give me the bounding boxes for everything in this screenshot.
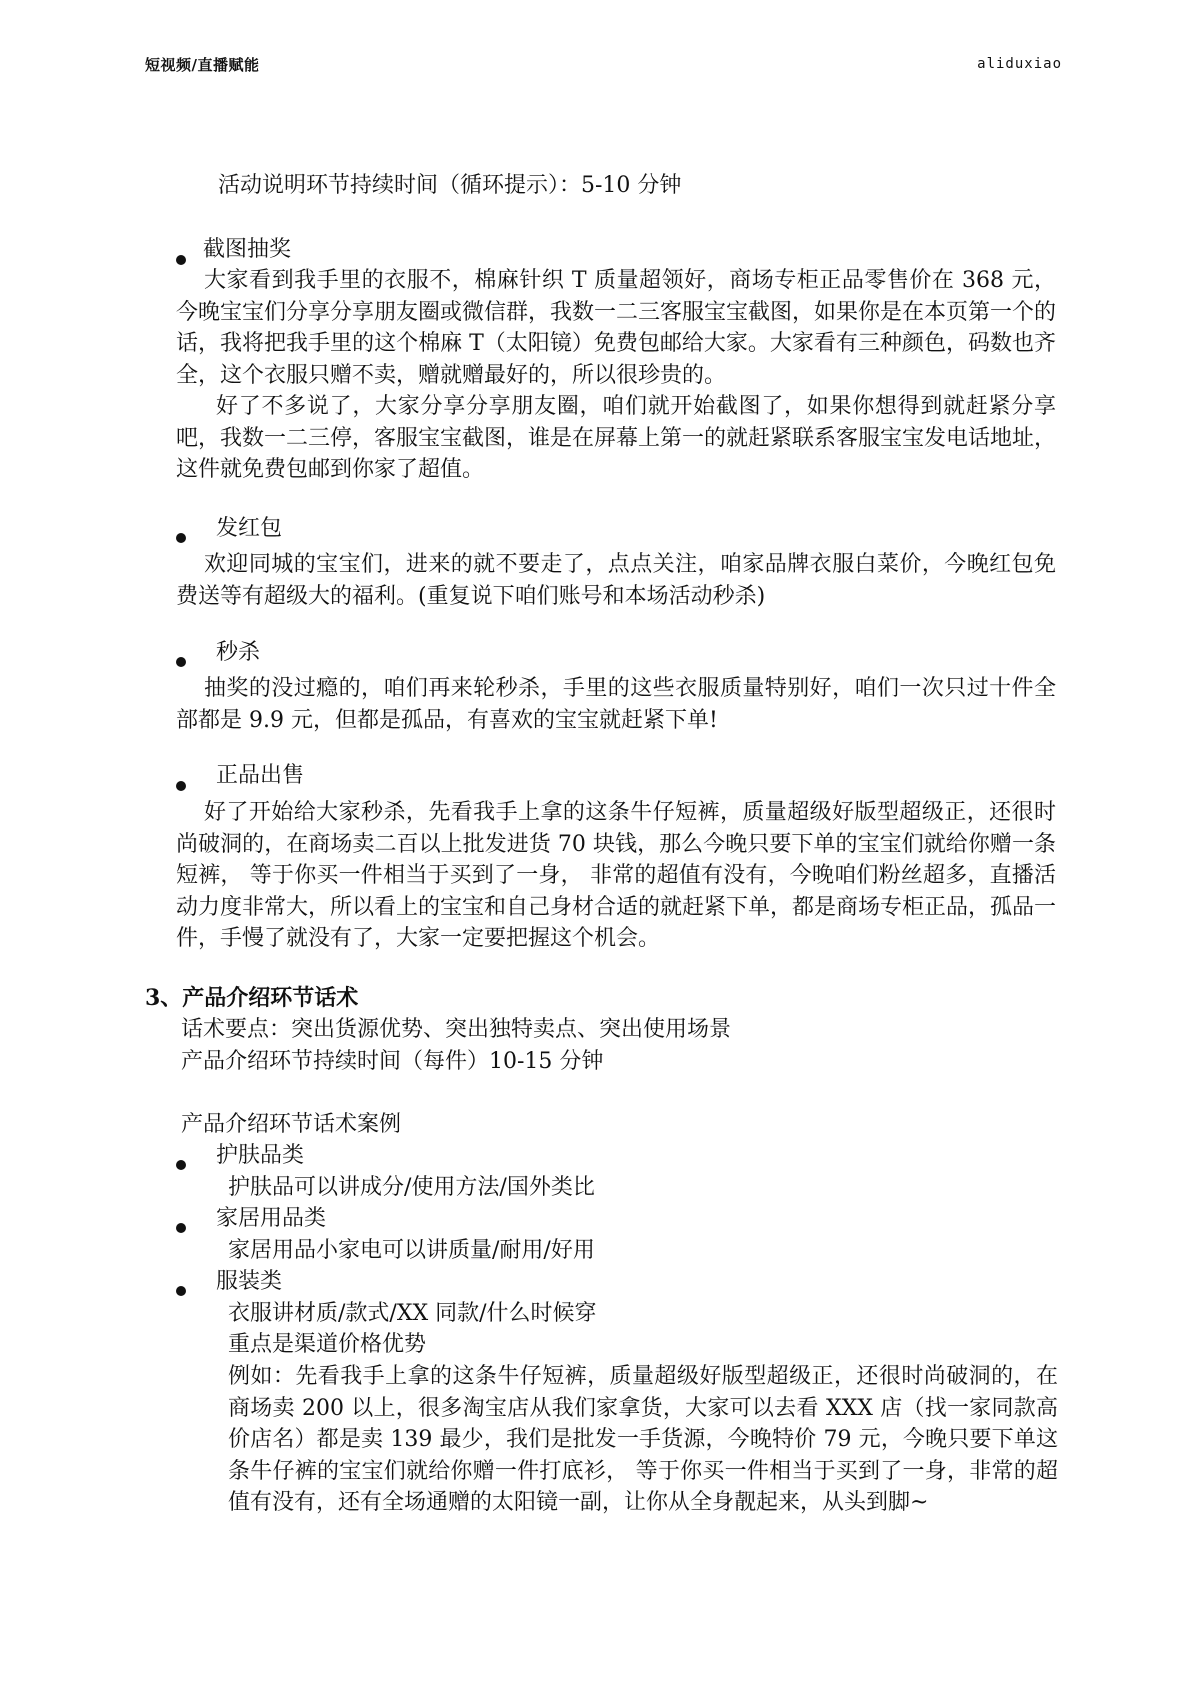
category-home-desc: 家居用品小家电可以讲质量/耐用/好用 — [228, 1238, 595, 1263]
section-title-genuine: 正品出售 — [216, 763, 305, 788]
paragraph-red-packet: 欢迎同城的宝宝们，进来的就不要走了，点点关注，咱家品牌衣服白菜价，今晚红包免费送等有超级大的福利。(重复说下咱们账号和本场活动秒杀) — [176, 552, 1056, 609]
category-clothing-title: 服装类 — [216, 1269, 283, 1294]
category-skincare-desc: 护肤品可以讲成分/使用方法/国外类比 — [228, 1175, 595, 1200]
header-left-title: 短视频/直播赋能 — [145, 56, 260, 74]
section-title-flash-sale: 秒杀 — [216, 640, 261, 665]
category-home-title: 家居用品类 — [216, 1206, 327, 1231]
paragraph-genuine: 好了开始给大家秒杀，先看我手上拿的这条牛仔短裤，质量超级好版型超级正，还很时尚破洞的，在商场卖二百以上批发进货 70 块钱，那么今晚只要下单的宝宝们就给你赠一条短裤， 等于你买一件相当于买到了一身， 非常的超值有没有，今晚咱们粉丝超多，直播活动力度非常大，所以看上的宝宝和自己身材合适的就赶紧下单，都是商场专柜正品，孤品一件，手慢了就没有了，大家一定要把握这个机会。 — [176, 800, 1057, 951]
header-right-author: aliduxiao — [977, 56, 1062, 72]
bullet-icon — [176, 1160, 186, 1170]
intro-duration-line: 活动说明环节持续时间（循环提示）：5-10 分钟 — [218, 173, 682, 198]
section-3-title: 3、产品介绍环节话术 — [145, 985, 359, 1011]
category-skincare-title: 护肤品类 — [216, 1143, 305, 1168]
bullet-icon — [176, 1286, 186, 1296]
paragraph-screenshot-draw-2: 好了不多说了，大家分享分享朋友圈，咱们就开始截图了，如果你想得到就赶紧分享吧，我数一二三停，客服宝宝截图，谁是在屏幕上第一的就赶紧联系客服宝宝发电话地址，这件就免费包邮到你家了超值。 — [176, 394, 1057, 482]
section-3-duration: 产品介绍环节持续时间（每件）10-15 分钟 — [181, 1049, 604, 1074]
paragraph-screenshot-draw-1: 大家看到我手里的衣服不，棉麻针织 T 质量超领好，商场专柜正品零售价在 368 元，今晚宝宝们分享分享朋友圈或微信群，我数一二三客服宝宝截图，如果你是在本页第一个的话，我将把我手里的这个棉麻 T（太阳镜）免费包邮给大家。大家看有三种颜色，码数也齐全，这个衣服只赠不卖，赠就赠最好的，所以很珍贵的。 — [176, 268, 1057, 388]
section-title-screenshot-draw: 截图抽奖 — [203, 237, 292, 262]
bullet-icon — [176, 1223, 186, 1233]
section-3-points: 话术要点：突出货源优势、突出独特卖点、突出使用场景 — [181, 1017, 732, 1042]
bullet-icon — [176, 781, 186, 791]
category-clothing-desc2: 重点是渠道价格优势 — [228, 1332, 427, 1357]
section-3-cases-title: 产品介绍环节话术案例 — [181, 1112, 402, 1137]
bullet-icon — [176, 533, 186, 543]
bullet-icon — [176, 255, 186, 265]
paragraph-flash-sale: 抽奖的没过瘾的，咱们再来轮秒杀，手里的这些衣服质量特别好，咱们一次只过十件全部都是 9.9 元，但都是孤品，有喜欢的宝宝就赶紧下单! — [176, 676, 1056, 733]
section-title-red-packet: 发红包 — [216, 516, 283, 541]
category-clothing-desc1: 衣服讲材质/款式/XX 同款/什么时候穿 — [228, 1301, 597, 1326]
bullet-icon — [176, 657, 186, 667]
category-clothing-example: 例如：先看我手上拿的这条牛仔短裤，质量超级好版型超级正，还很时尚破洞的，在商场卖 200 以上，很多淘宝店从我们家拿货，大家可以去看 XXX 店（找一家同款高价店名）都是卖 139 最少，我们是批发一手货源，今晚特价 79 元，今晚只要下单这条牛仔裤的宝宝们就给你赠一件打底衫， 等于你买一件相当于买到了一身，非常的超值有没有，还有全场通赠的太阳镜一副，让你从全身靓起来，从头到脚~ — [228, 1364, 1058, 1515]
